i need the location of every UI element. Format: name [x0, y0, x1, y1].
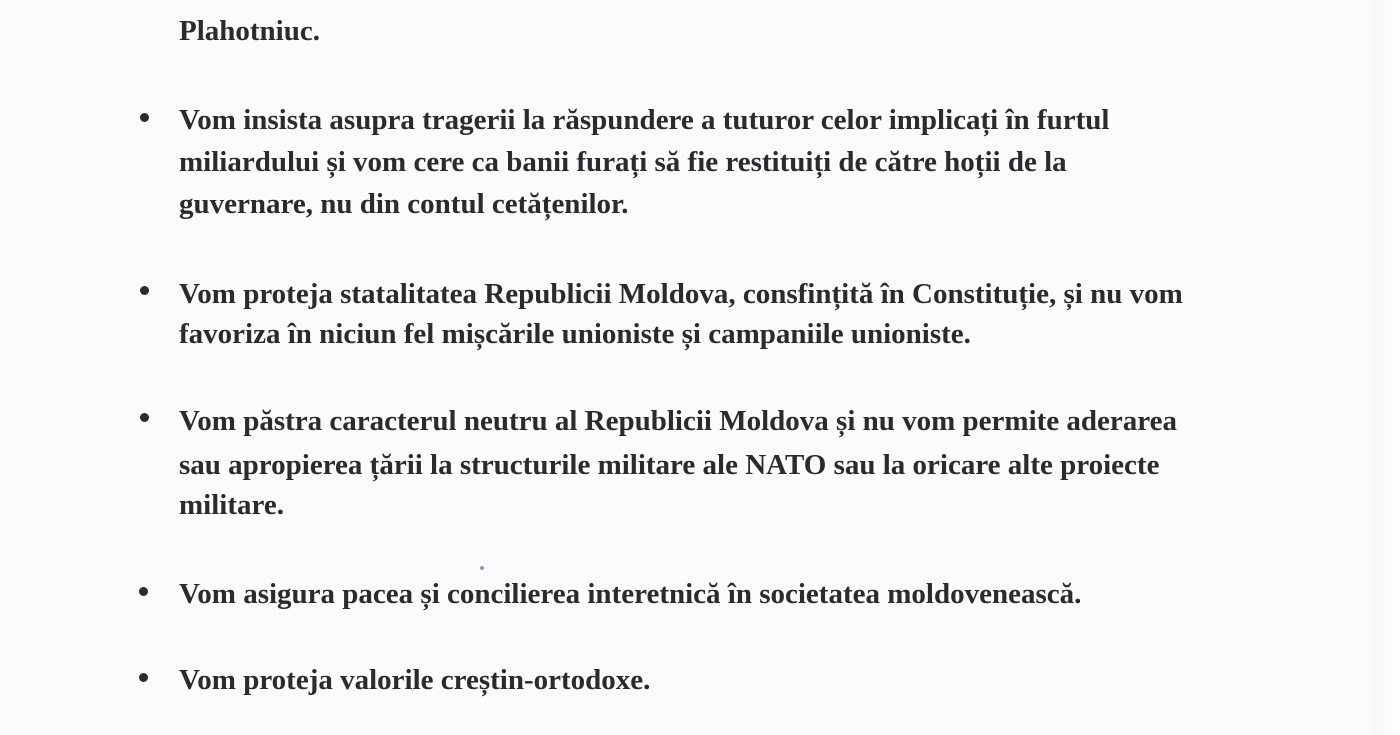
page-edge [1372, 0, 1400, 735]
bullet-marker [140, 413, 149, 422]
bullet-2-line-1: Vom proteja statalitatea Republicii Moldova, consfințită în Constituție, și nu vom [179, 278, 1183, 310]
scan-speck [480, 566, 484, 570]
bullet-4-line-1: Vom asigura pacea și concilierea interetnică în societatea moldovenească. [179, 578, 1082, 610]
bullet-1-line-1: Vom insista asupra tragerii la răspundere a tuturor celor implicați în furtul [179, 104, 1110, 136]
bullet-1-line-2: miliardului și vom cere ca banii furați să fie restituiți de către hoții de la [179, 146, 1067, 178]
bullet-3-line-3: militare. [179, 489, 284, 521]
bullet-marker [140, 113, 149, 122]
bullet-5-line-1: Vom proteja valorile creștin-ortodoxe. [179, 664, 651, 696]
bullet-1-line-3: guvernare, nu din contul cetățenilor. [179, 188, 629, 220]
bullet-3-line-2: sau apropierea țării la structurile militare ale NATO sau la oricare alte proiecte [179, 449, 1160, 481]
bullet-marker [139, 673, 148, 682]
bullet-3-line-1: Vom păstra caracterul neutru al Republicii Moldova și nu vom permite aderarea [179, 405, 1177, 437]
bullet-marker [139, 587, 148, 596]
bullet-2-line-2: favoriza în niciun fel mișcările unioniste și campaniile unioniste. [179, 318, 971, 350]
bullet-marker [140, 286, 149, 295]
continued-line: Plahotniuc. [179, 15, 320, 47]
